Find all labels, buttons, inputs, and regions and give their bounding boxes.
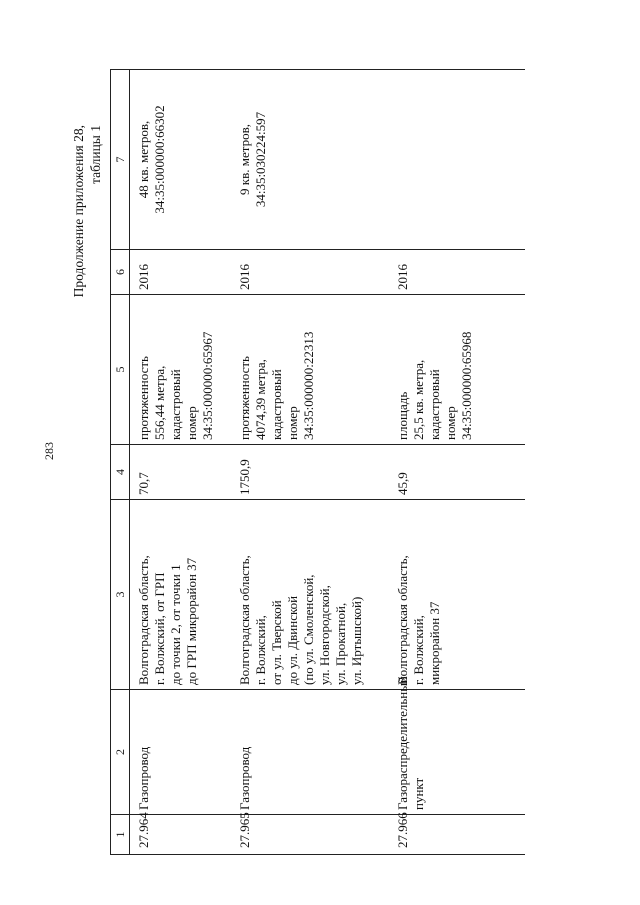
- object-address-line: (по ул. Смоленской,: [300, 574, 316, 685]
- object-name: Газопровод: [130, 690, 232, 815]
- row-number: 27.964: [130, 815, 232, 855]
- object-value: 70,7: [130, 445, 232, 500]
- table-row: [390, 70, 525, 855]
- object-address-line: от ул. Тверской: [268, 600, 284, 685]
- object-address-line: микрорайон 37: [426, 601, 442, 685]
- header-row: [111, 70, 130, 855]
- object-address-line: Волгоградская область,: [236, 555, 252, 685]
- object-characteristics: [232, 295, 390, 445]
- object-characteristics-line: 34:35:000000:22313: [300, 331, 316, 440]
- land-plot-info: [232, 70, 390, 250]
- object-characteristics-line: протяженность: [236, 356, 252, 440]
- column-header: 1: [111, 815, 130, 855]
- object-characteristics-line: номер: [284, 406, 300, 440]
- column-header: 7: [111, 70, 130, 250]
- object-name: Газораспределительный пункт: [390, 690, 525, 815]
- row-number: 27.966: [390, 815, 525, 855]
- object-value: 45,9: [390, 445, 525, 500]
- column-header: 6: [111, 250, 130, 295]
- object-address-line: до ул. Двинской: [284, 595, 300, 685]
- land-plot-info: [130, 70, 232, 250]
- land-plot-info-line: 9 кв. метров,: [236, 124, 252, 195]
- object-address: [232, 500, 390, 690]
- object-address-line: г. Волжский,: [410, 615, 426, 685]
- table-body: [130, 70, 525, 855]
- object-characteristics: [390, 295, 525, 445]
- continuation-line-1: Продолжение приложения 28,: [71, 125, 86, 298]
- table-row: [232, 70, 390, 855]
- object-characteristics-line: номер: [184, 406, 199, 440]
- object-address-line: Волгоградская область,: [394, 555, 410, 685]
- land-plot-info-line: 34:35:030224:597: [252, 111, 268, 208]
- object-characteristics-line: кадастровый: [168, 369, 183, 440]
- object-address: [130, 500, 232, 690]
- object-address-line: Волгоградская область,: [136, 555, 151, 685]
- land-plot-info-line: 48 кв. метров,: [136, 120, 151, 199]
- object-characteristics-line: 556,44 метра,: [152, 365, 167, 440]
- column-header: 3: [111, 500, 130, 690]
- object-characteristics-line: номер: [442, 406, 458, 440]
- commission-year: 2016: [232, 250, 390, 295]
- object-value: 1750,9: [232, 445, 390, 500]
- row-number: 27.965: [232, 815, 390, 855]
- object-name: Газопровод: [232, 690, 390, 815]
- object-characteristics-line: 34:35:000000:65968: [458, 331, 474, 440]
- object-address-line: г. Волжский,: [252, 615, 268, 685]
- object-address-line: ул. Новгородской,: [316, 585, 332, 685]
- object-characteristics-line: 25,5 кв. метра,: [410, 359, 426, 440]
- object-characteristics: [130, 295, 232, 445]
- column-header: 5: [111, 295, 130, 445]
- object-characteristics-line: 4074,39 метра,: [252, 359, 268, 440]
- page-number: 283: [42, 442, 56, 460]
- object-characteristics-line: кадастровый: [268, 369, 284, 440]
- object-characteristics-line: кадастровый: [426, 369, 442, 440]
- object-characteristics-line: площадь: [394, 391, 410, 440]
- object-characteristics-line: протяженность: [136, 356, 151, 440]
- commission-year: 2016: [130, 250, 232, 295]
- object-characteristics-line: 34:35:000000:65967: [200, 331, 215, 440]
- object-address-line: до точки 2, от точки 1: [168, 564, 183, 685]
- object-address-line: г. Волжский, от ГРП: [152, 572, 167, 685]
- object-address-line: ул. Прокатной,: [332, 602, 348, 685]
- land-plot-info: [390, 70, 525, 250]
- object-address-line: ул. Иртышской): [348, 596, 364, 685]
- continuation-line-2: таблицы 1: [88, 125, 103, 184]
- continuation-caption: [70, 125, 104, 297]
- land-plot-info-line: 34:35:000000:66302: [152, 105, 167, 214]
- object-address: [390, 500, 525, 690]
- property-table: [110, 69, 525, 855]
- commission-year: 2016: [390, 250, 525, 295]
- column-header: 4: [111, 445, 130, 500]
- table-row: [130, 70, 232, 855]
- column-header: 2: [111, 690, 130, 815]
- object-address-line: до ГРП микрорайон 37: [184, 557, 199, 685]
